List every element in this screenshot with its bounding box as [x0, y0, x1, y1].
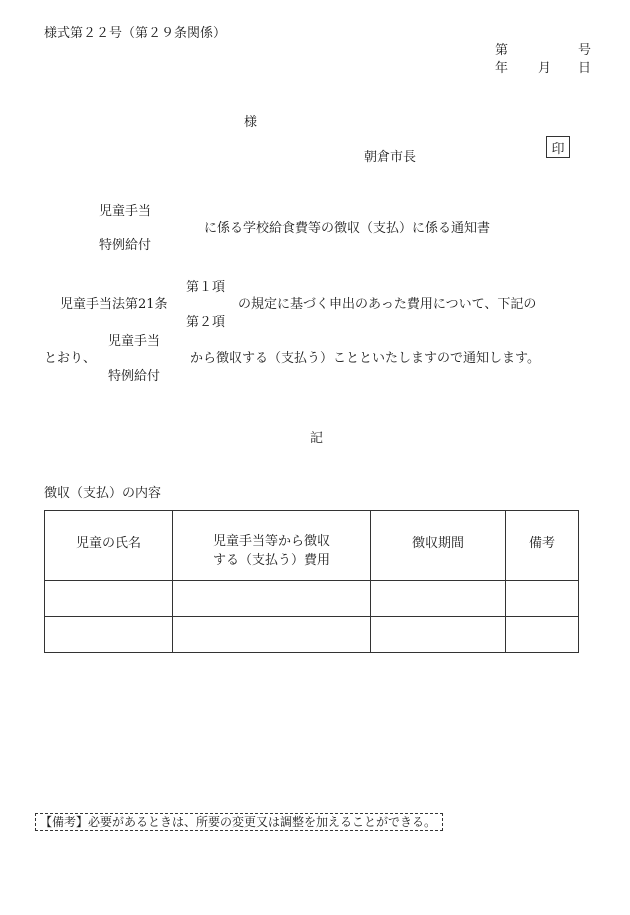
issuer-name: 朝倉市長: [364, 150, 417, 165]
table-cell: [371, 617, 506, 653]
law-reference: 児童手当法第21条: [60, 297, 168, 312]
body-line-2: から徴収する（支払う）ことといたしますので通知します。: [190, 351, 540, 366]
clause-1: 第１項: [186, 280, 226, 295]
body-line-1: の規定に基づく申出のあった費用について、下記の: [238, 297, 537, 312]
table-cell: [506, 581, 579, 617]
table-header-row: [45, 511, 579, 581]
date-year: 年: [495, 61, 509, 76]
table-cell: [371, 581, 506, 617]
table-cell: [45, 581, 173, 617]
addressee-suffix: 様: [244, 115, 258, 130]
date-day: 日: [578, 61, 592, 76]
title-option-2: 特例給付: [99, 238, 152, 253]
table-row: [45, 617, 579, 653]
doc-number-prefix: 第: [495, 43, 509, 58]
header-remarks: 備考: [506, 511, 579, 581]
section-title: 徴収（支払）の内容: [44, 486, 162, 501]
body-option-2: 特例給付: [108, 369, 161, 384]
date-month: 月: [538, 61, 552, 76]
table-row: [45, 581, 579, 617]
table-cell: [173, 617, 371, 653]
document-title: に係る学校給食費等の徴収（支払）に係る通知書: [204, 221, 491, 236]
body-option-1: 児童手当: [108, 334, 161, 349]
seal-mark: 印: [546, 136, 570, 158]
title-option-1: 児童手当: [99, 204, 152, 219]
doc-number-suffix: 号: [578, 43, 592, 58]
ki-heading: 記: [310, 431, 324, 446]
table-cell: [173, 581, 371, 617]
form-label: 様式第２２号（第２９条関係）: [44, 26, 227, 41]
clause-2: 第２項: [186, 315, 226, 330]
header-cost: 児童手当等から徴収 する（支払う）費用: [173, 511, 371, 581]
table-cell: [45, 617, 173, 653]
collection-table: [44, 510, 579, 653]
remarks-note: 【備考】必要があるときは、所要の変更又は調整を加えることができる。: [35, 813, 443, 831]
table-cell: [506, 617, 579, 653]
body-line-2-start: とおり、: [44, 351, 97, 366]
header-child-name: 児童の氏名: [45, 511, 173, 581]
header-period: 徴収期間: [371, 511, 506, 581]
